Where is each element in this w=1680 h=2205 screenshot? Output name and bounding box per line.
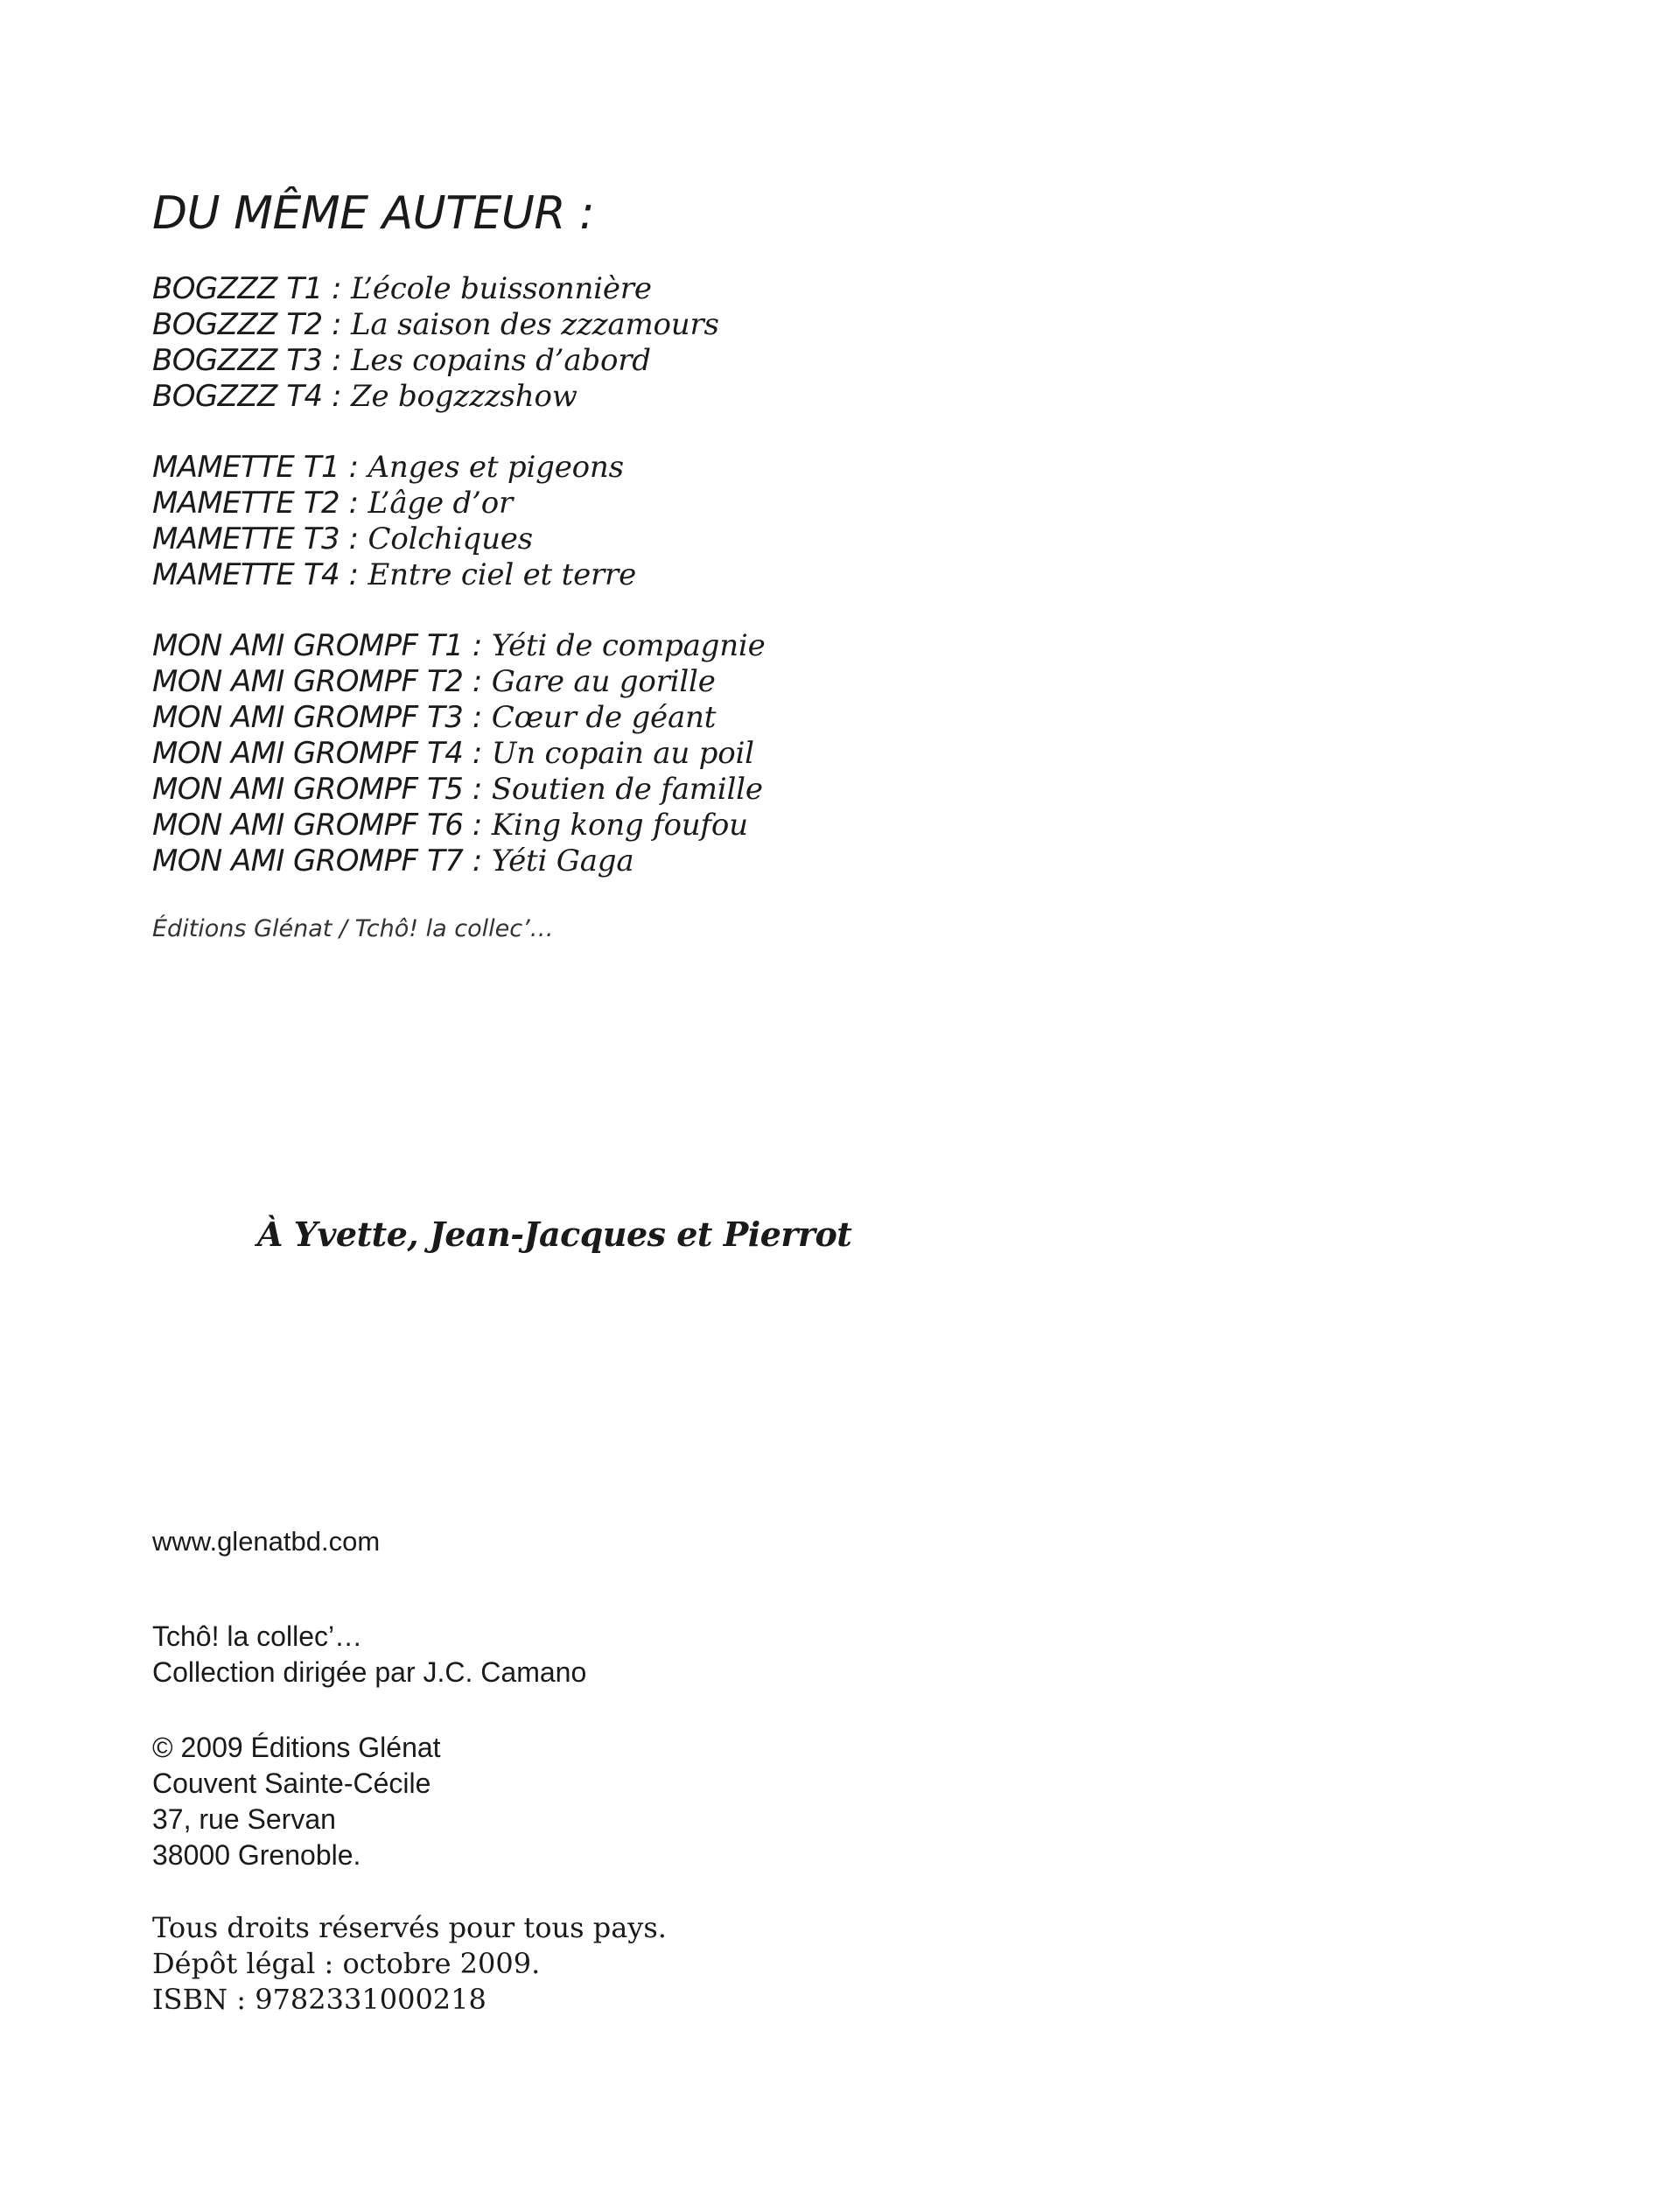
book-entry: BOGZZZ T3 : Les copains d’abord — [152, 343, 651, 378]
volume-number: T4 — [303, 557, 340, 592]
book-title: L’école buissonnière — [351, 271, 652, 306]
series-name: BOGZZZ — [152, 379, 277, 414]
address-line: Couvent Sainte-Cécile — [152, 1768, 431, 1799]
volume-number: T1 — [286, 271, 323, 306]
book-entry: BOGZZZ T1 : L’école buissonnière — [152, 271, 652, 306]
book-title: Un copain au poil — [491, 736, 754, 771]
book-entry: MAMETTE T3 : Colchiques — [152, 522, 533, 556]
book-title: Soutien de famille — [491, 772, 763, 807]
volume-number: T6 — [427, 808, 464, 843]
series-name: MON AMI GROMPF — [152, 664, 418, 699]
series-name: MAMETTE — [152, 450, 295, 485]
isbn-line: ISBN : 9782331000218 — [152, 1983, 486, 2016]
rights-line: Tous droits réservés pour tous pays. — [152, 1911, 667, 1944]
series-group-mon-ami-grompf — [152, 628, 1377, 879]
book-entry: BOGZZZ T2 : La saison des zzzamours — [152, 307, 719, 342]
book-entry: MAMETTE T2 : L’âge d’or — [152, 486, 514, 521]
address-line: 37, rue Servan — [152, 1803, 336, 1835]
collection-director: Collection dirigée par J.C. Camano — [152, 1656, 587, 1688]
collection-info — [152, 1619, 586, 1690]
volume-number: T3 — [286, 343, 323, 378]
volume-number: T2 — [286, 307, 323, 342]
book-title: King kong foufou — [491, 808, 748, 843]
publisher-note: Éditions Glénat / Tchô! la collec’… — [152, 915, 554, 942]
volume-number: T5 — [427, 772, 464, 807]
book-title: La saison des zzzamours — [351, 307, 719, 342]
volume-number: T4 — [427, 736, 464, 771]
series-name: BOGZZZ — [152, 343, 277, 378]
book-entry: MON AMI GROMPF T3 : Cœur de géant — [152, 700, 717, 735]
series-name: MON AMI GROMPF — [152, 628, 418, 663]
series-name: BOGZZZ — [152, 307, 277, 342]
series-group-mamette — [152, 450, 1377, 593]
volume-number: T2 — [427, 664, 464, 699]
book-title: L’âge d’or — [368, 486, 514, 521]
book-entry: MAMETTE T1 : Anges et pigeons — [152, 450, 624, 485]
book-title: Colchiques — [368, 522, 533, 556]
book-entry: MON AMI GROMPF T2 : Gare au gorille — [152, 664, 716, 699]
book-title: Yéti Gaga — [491, 844, 634, 878]
collection-name: Tchô! la collec’… — [152, 1620, 363, 1652]
legal-info — [152, 1910, 667, 2018]
volume-number: T1 — [427, 628, 464, 663]
book-title: Entre ciel et terre — [368, 557, 637, 592]
volume-number: T3 — [427, 700, 464, 735]
publisher-address — [152, 1730, 441, 1873]
series-name: BOGZZZ — [152, 271, 277, 306]
website-url: www.glenatbd.com — [152, 1526, 381, 1557]
book-entry: MON AMI GROMPF T7 : Yéti Gaga — [152, 844, 634, 878]
book-title: Anges et pigeons — [368, 450, 624, 485]
series-name: MON AMI GROMPF — [152, 844, 418, 878]
book-entry: MON AMI GROMPF T6 : King kong foufou — [152, 808, 748, 843]
copyright-line: © 2009 Éditions Glénat — [152, 1732, 441, 1763]
book-entry: MON AMI GROMPF T5 : Soutien de famille — [152, 772, 763, 807]
address-line: 38000 Grenoble. — [152, 1839, 361, 1871]
book-title: Gare au gorille — [491, 664, 716, 699]
volume-number: T2 — [303, 486, 340, 521]
series-name: MON AMI GROMPF — [152, 736, 418, 771]
book-entry: MAMETTE T4 : Entre ciel et terre — [152, 557, 637, 592]
volume-number: T3 — [303, 522, 340, 556]
book-title: Ze bogzzzshow — [351, 379, 578, 414]
volume-number: T4 — [286, 379, 323, 414]
book-entry: MON AMI GROMPF T4 : Un copain au poil — [152, 736, 754, 771]
book-title: Yéti de compagnie — [491, 628, 766, 663]
book-entry: MON AMI GROMPF T1 : Yéti de compagnie — [152, 628, 766, 663]
page-heading: DU MÊME AUTEUR : — [152, 187, 595, 240]
volume-number: T1 — [303, 450, 340, 485]
series-name: MAMETTE — [152, 486, 295, 521]
dedication: À Yvette, Jean-Jacques et Pierrot — [257, 1214, 852, 1254]
series-name: MAMETTE — [152, 557, 295, 592]
book-list — [152, 271, 1377, 914]
series-name: MON AMI GROMPF — [152, 772, 418, 807]
series-name: MON AMI GROMPF — [152, 700, 418, 735]
legal-deposit-line: Dépôt légal : octobre 2009. — [152, 1947, 541, 1980]
series-group-bogzzz — [152, 271, 1377, 415]
series-name: MON AMI GROMPF — [152, 808, 418, 843]
book-entry: BOGZZZ T4 : Ze bogzzzshow — [152, 379, 578, 414]
book-title: Cœur de géant — [491, 700, 717, 735]
series-name: MAMETTE — [152, 522, 295, 556]
volume-number: T7 — [427, 844, 464, 878]
book-title: Les copains d’abord — [351, 343, 651, 378]
